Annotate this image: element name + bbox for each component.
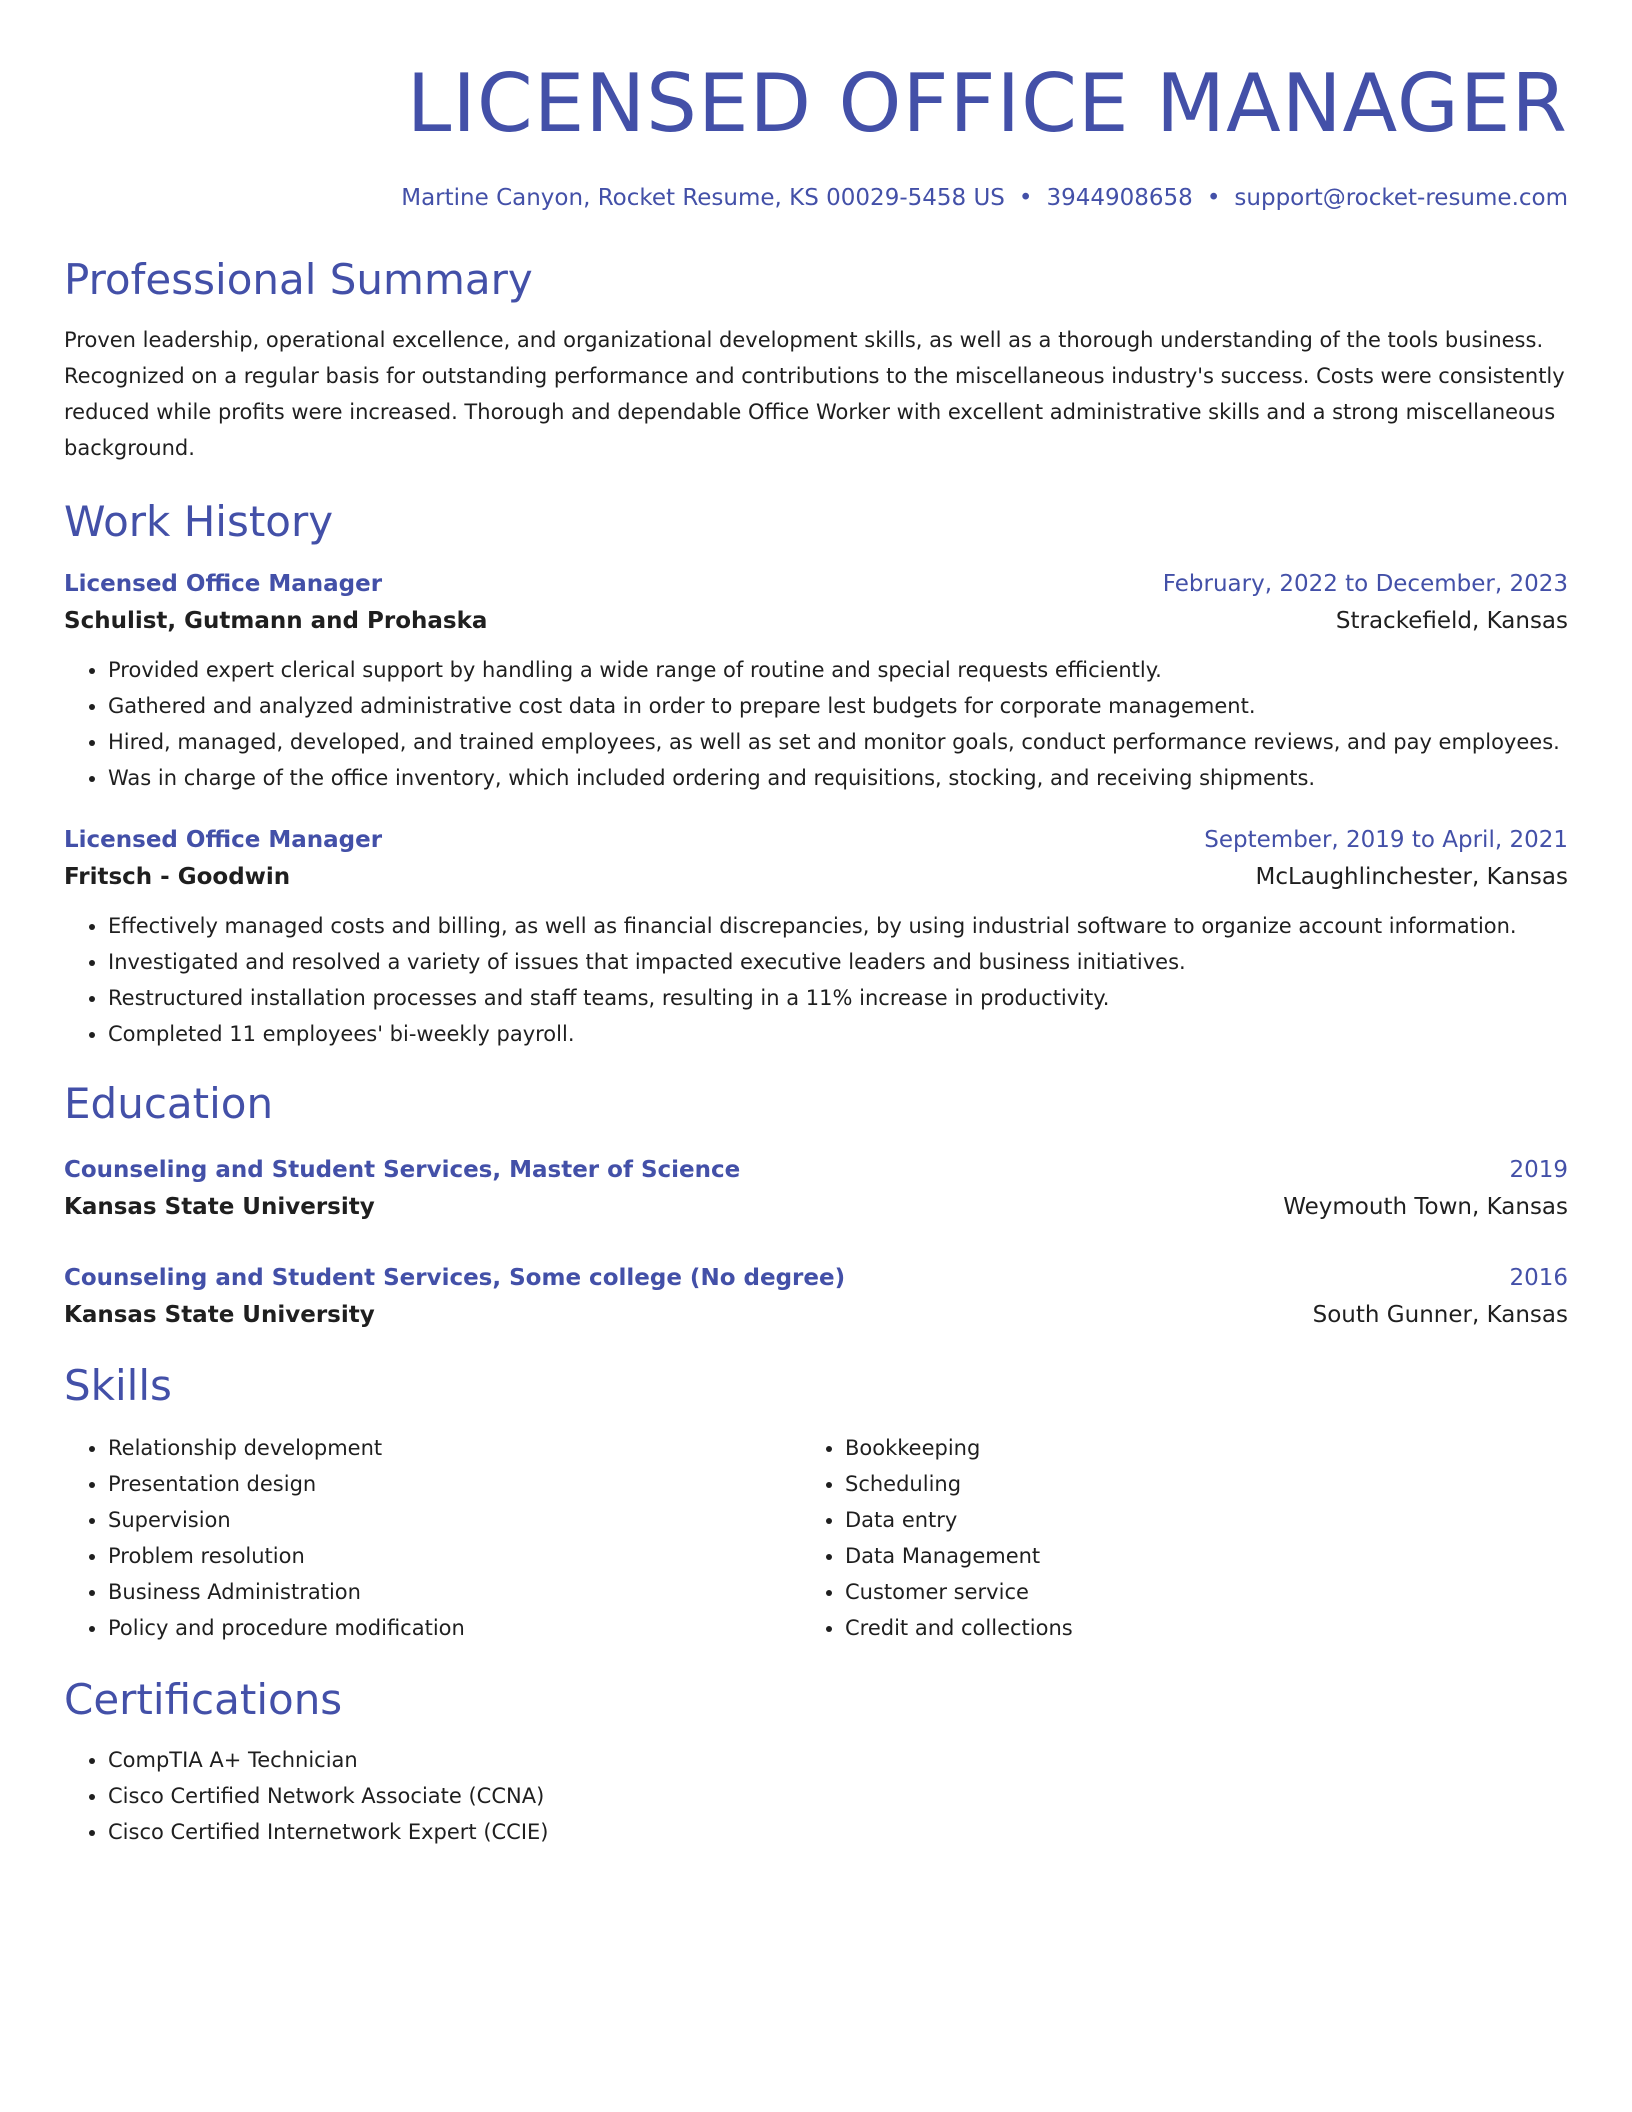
skill-item: • Relationship development <box>108 1430 801 1466</box>
job-company-row <box>64 602 1568 640</box>
summary-text: Proven leadership, operational excellence, and organizational development skills, as well as a thorough understanding of the tools business. Recognized on a regular basis for outstanding performance and contributions to the miscellaneous industry's success. Costs were consistently reduced while profits were increased. Thorough and dependable Office Worker with excellent administrative skills and a strong miscellaneous background. <box>64 328 1565 460</box>
job-bullet: • Investigated and resolved a variety of issues that impacted executive leaders and business initiatives. <box>108 944 1568 980</box>
job-bullet: • Restructured installation processes and staff teams, resulting in a 11% increase in productivity. <box>108 980 1568 1016</box>
education-degree: Counseling and Student Services, Some college (No degree) <box>64 1265 846 1291</box>
skill-item: • Problem resolution <box>108 1538 801 1574</box>
education-school-row <box>64 1188 1568 1226</box>
skill-item: • Policy and procedure modification <box>108 1610 801 1646</box>
job-header-row <box>64 566 1568 602</box>
job-company-row <box>64 858 1568 896</box>
contact-separator: • <box>1018 185 1033 211</box>
education-school: Kansas State University <box>64 1302 375 1328</box>
education-heading: Education <box>64 1079 274 1128</box>
contact-separator: • <box>1206 185 1221 211</box>
education-location: South Gunner, Kansas <box>1312 1302 1568 1328</box>
skill-item: • Customer service <box>845 1574 1538 1610</box>
job-bullets <box>64 908 1568 1052</box>
certification-item: • Cisco Certified Network Associate (CCNA) <box>108 1778 1568 1814</box>
education-year: 2016 <box>1509 1265 1568 1291</box>
skills-list-left <box>64 1430 801 1646</box>
certifications-list <box>64 1742 1568 1850</box>
skills-columns <box>64 1430 1568 1646</box>
education-year: 2019 <box>1509 1157 1568 1183</box>
skill-item: • Supervision <box>108 1502 801 1538</box>
skill-item: • Credit and collections <box>845 1610 1538 1646</box>
job-location: McLaughlinchester, Kansas <box>1255 864 1568 890</box>
skill-item: • Bookkeeping <box>845 1430 1538 1466</box>
summary-heading: Professional Summary <box>64 255 533 304</box>
education-entry <box>64 1152 1568 1226</box>
certification-item: • CompTIA A+ Technician <box>108 1742 1568 1778</box>
work-history-heading: Work History <box>64 497 334 546</box>
skills-list-right <box>801 1430 1538 1646</box>
contact-phone: 3944908658 <box>1046 185 1193 211</box>
job-bullet: • Provided expert clerical support by handling a wide range of routine and special requests efficiently. <box>108 652 1568 688</box>
education-school: Kansas State University <box>64 1194 375 1220</box>
job-bullet: • Was in charge of the office inventory, which included ordering and requisitions, stocking, and receiving shipments. <box>108 760 1568 796</box>
resume-name: LICENSED OFFICE MANAGER <box>406 57 1568 150</box>
job-dates: February, 2022 to December, 2023 <box>1162 571 1568 597</box>
job-bullet: • Gathered and analyzed administrative cost data in order to prepare lest budgets for corporate management. <box>108 688 1568 724</box>
job-company: Fritsch - Goodwin <box>64 864 291 890</box>
job-company: Schulist, Gutmann and Prohaska <box>64 608 488 634</box>
job-bullet: • Effectively managed costs and billing, as well as financial discrepancies, by using industrial software to organize account information. <box>108 908 1568 944</box>
certification-item: • Cisco Certified Internetwork Expert (CCIE) <box>108 1814 1568 1850</box>
job-bullet: • Hired, managed, developed, and trained employees, as well as set and monitor goals, conduct performance reviews, and pay employees. <box>108 724 1568 760</box>
certifications-heading: Certifications <box>64 1675 343 1724</box>
skill-item: • Scheduling <box>845 1466 1538 1502</box>
job-bullet: • Completed 11 employees' bi-weekly payroll. <box>108 1016 1568 1052</box>
skill-item: • Data entry <box>845 1502 1538 1538</box>
contact-line <box>64 182 1568 214</box>
skill-item: • Presentation design <box>108 1466 801 1502</box>
job-header-row <box>64 822 1568 858</box>
education-school-row <box>64 1296 1568 1334</box>
education-location: Weymouth Town, Kansas <box>1283 1194 1568 1220</box>
education-header-row <box>64 1152 1568 1188</box>
skills-heading: Skills <box>64 1361 172 1410</box>
contact-address: Martine Canyon, Rocket Resume, KS 00029-5458 US <box>401 185 1005 211</box>
job-title: Licensed Office Manager <box>64 571 383 597</box>
contact-email: support@rocket-resume.com <box>1234 185 1568 211</box>
skill-item: • Data Management <box>845 1538 1538 1574</box>
job-entry <box>64 566 1568 796</box>
job-entry <box>64 822 1568 1052</box>
job-title: Licensed Office Manager <box>64 827 383 853</box>
education-header-row <box>64 1260 1568 1296</box>
job-bullets <box>64 652 1568 796</box>
job-location: Strackefield, Kansas <box>1335 608 1568 634</box>
skill-item: • Business Administration <box>108 1574 801 1610</box>
education-degree: Counseling and Student Services, Master of Science <box>64 1157 741 1183</box>
job-dates: September, 2019 to April, 2021 <box>1204 827 1568 853</box>
education-entry <box>64 1260 1568 1334</box>
